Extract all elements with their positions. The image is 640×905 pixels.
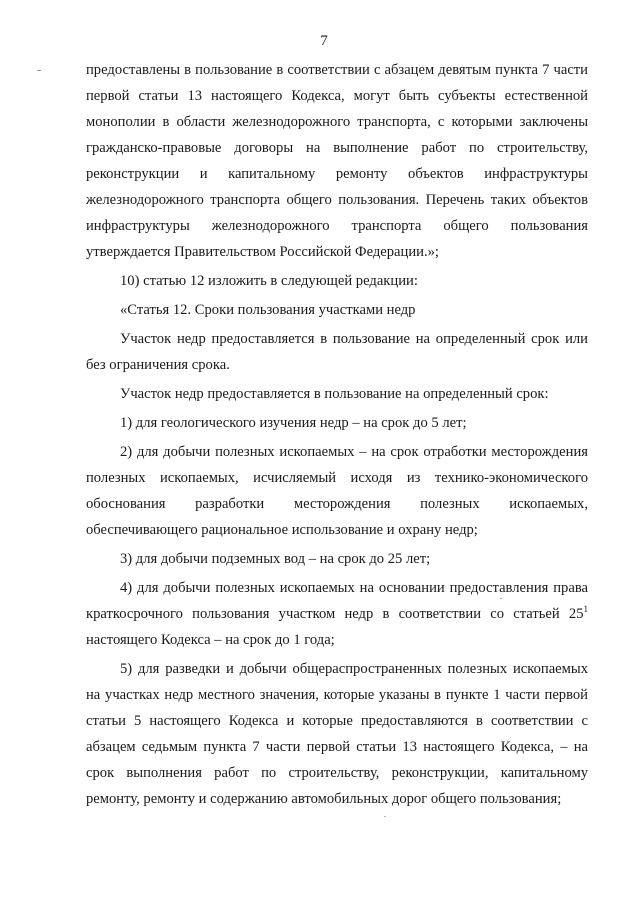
list-item-1: 1) для геологического изучения недр – на срок до 5 лет;: [120, 415, 467, 431]
list-item-5: 5) для разведки и добычи общераспространенных полезных ископаемых на участках недр местного значения, которые указаны в пункте 1 части первой статьи 5 настоящего Кодекса и которые предоставляются в соответствии с абзацем седьмым пункта 7 части первой статьи 13 настоящего Кодекса, – на срок выполнения работ по строительству, реконструкции, капитальному ремонту, ремонту и содержанию автомобильных дорог общего пользования;: [86, 661, 588, 807]
list-item-4-tail: настоящего Кодекса – на срок до 1 года;: [86, 632, 335, 648]
paragraph-continuation: предоставлены в пользование в соответствии с абзацем девятым пункта 7 части первой статьи 13 настоящего Кодекса, могут быть субъекты естественной монополии в области железнодорожного транспорта, с которыми заключены гражданско-правовые договоры на выполнение работ по строительству, реконструкции и капитальному ремонту объектов инфраструктуры железнодорожного транспорта общего пользования. Перечень таких объектов инфраструктуры железнодорожного транспорта общего пользования утверждается Правительством Российской Федерации.»;: [86, 62, 588, 260]
paragraph-term-definite: Участок недр предоставляется в пользование на определенный срок:: [120, 386, 549, 402]
list-item-2: 2) для добычи полезных ископаемых – на срок отработки месторождения полезных ископаемых, исчисляемый исходя из технико-экономического обоснования разработки месторождения полезных ископаемых, обеспечивающего рациональное использование и охрану недр;: [86, 444, 588, 538]
list-item-4-text: 4) для добычи полезных ископаемых на основании предоставления права краткосрочного пользования участком недр в соответствии со статьей 25: [86, 580, 588, 622]
document-body: [86, 57, 588, 812]
article-12-heading: «Статья 12. Сроки пользования участками недр: [120, 302, 416, 318]
superscript-index: 1: [583, 604, 588, 614]
paragraph-term-general: Участок недр предоставляется в пользование на определенный срок или без ограничения срока.: [86, 331, 588, 373]
scan-margin-mark: [37, 70, 41, 71]
page-number: 7: [320, 33, 328, 49]
scan-speck: [384, 816, 386, 817]
list-item-3: 3) для добычи подземных вод – на срок до 25 лет;: [120, 551, 431, 567]
paragraph-amendment-10: 10) статью 12 изложить в следующей редакции:: [120, 273, 418, 289]
list-item-4: [86, 575, 588, 653]
